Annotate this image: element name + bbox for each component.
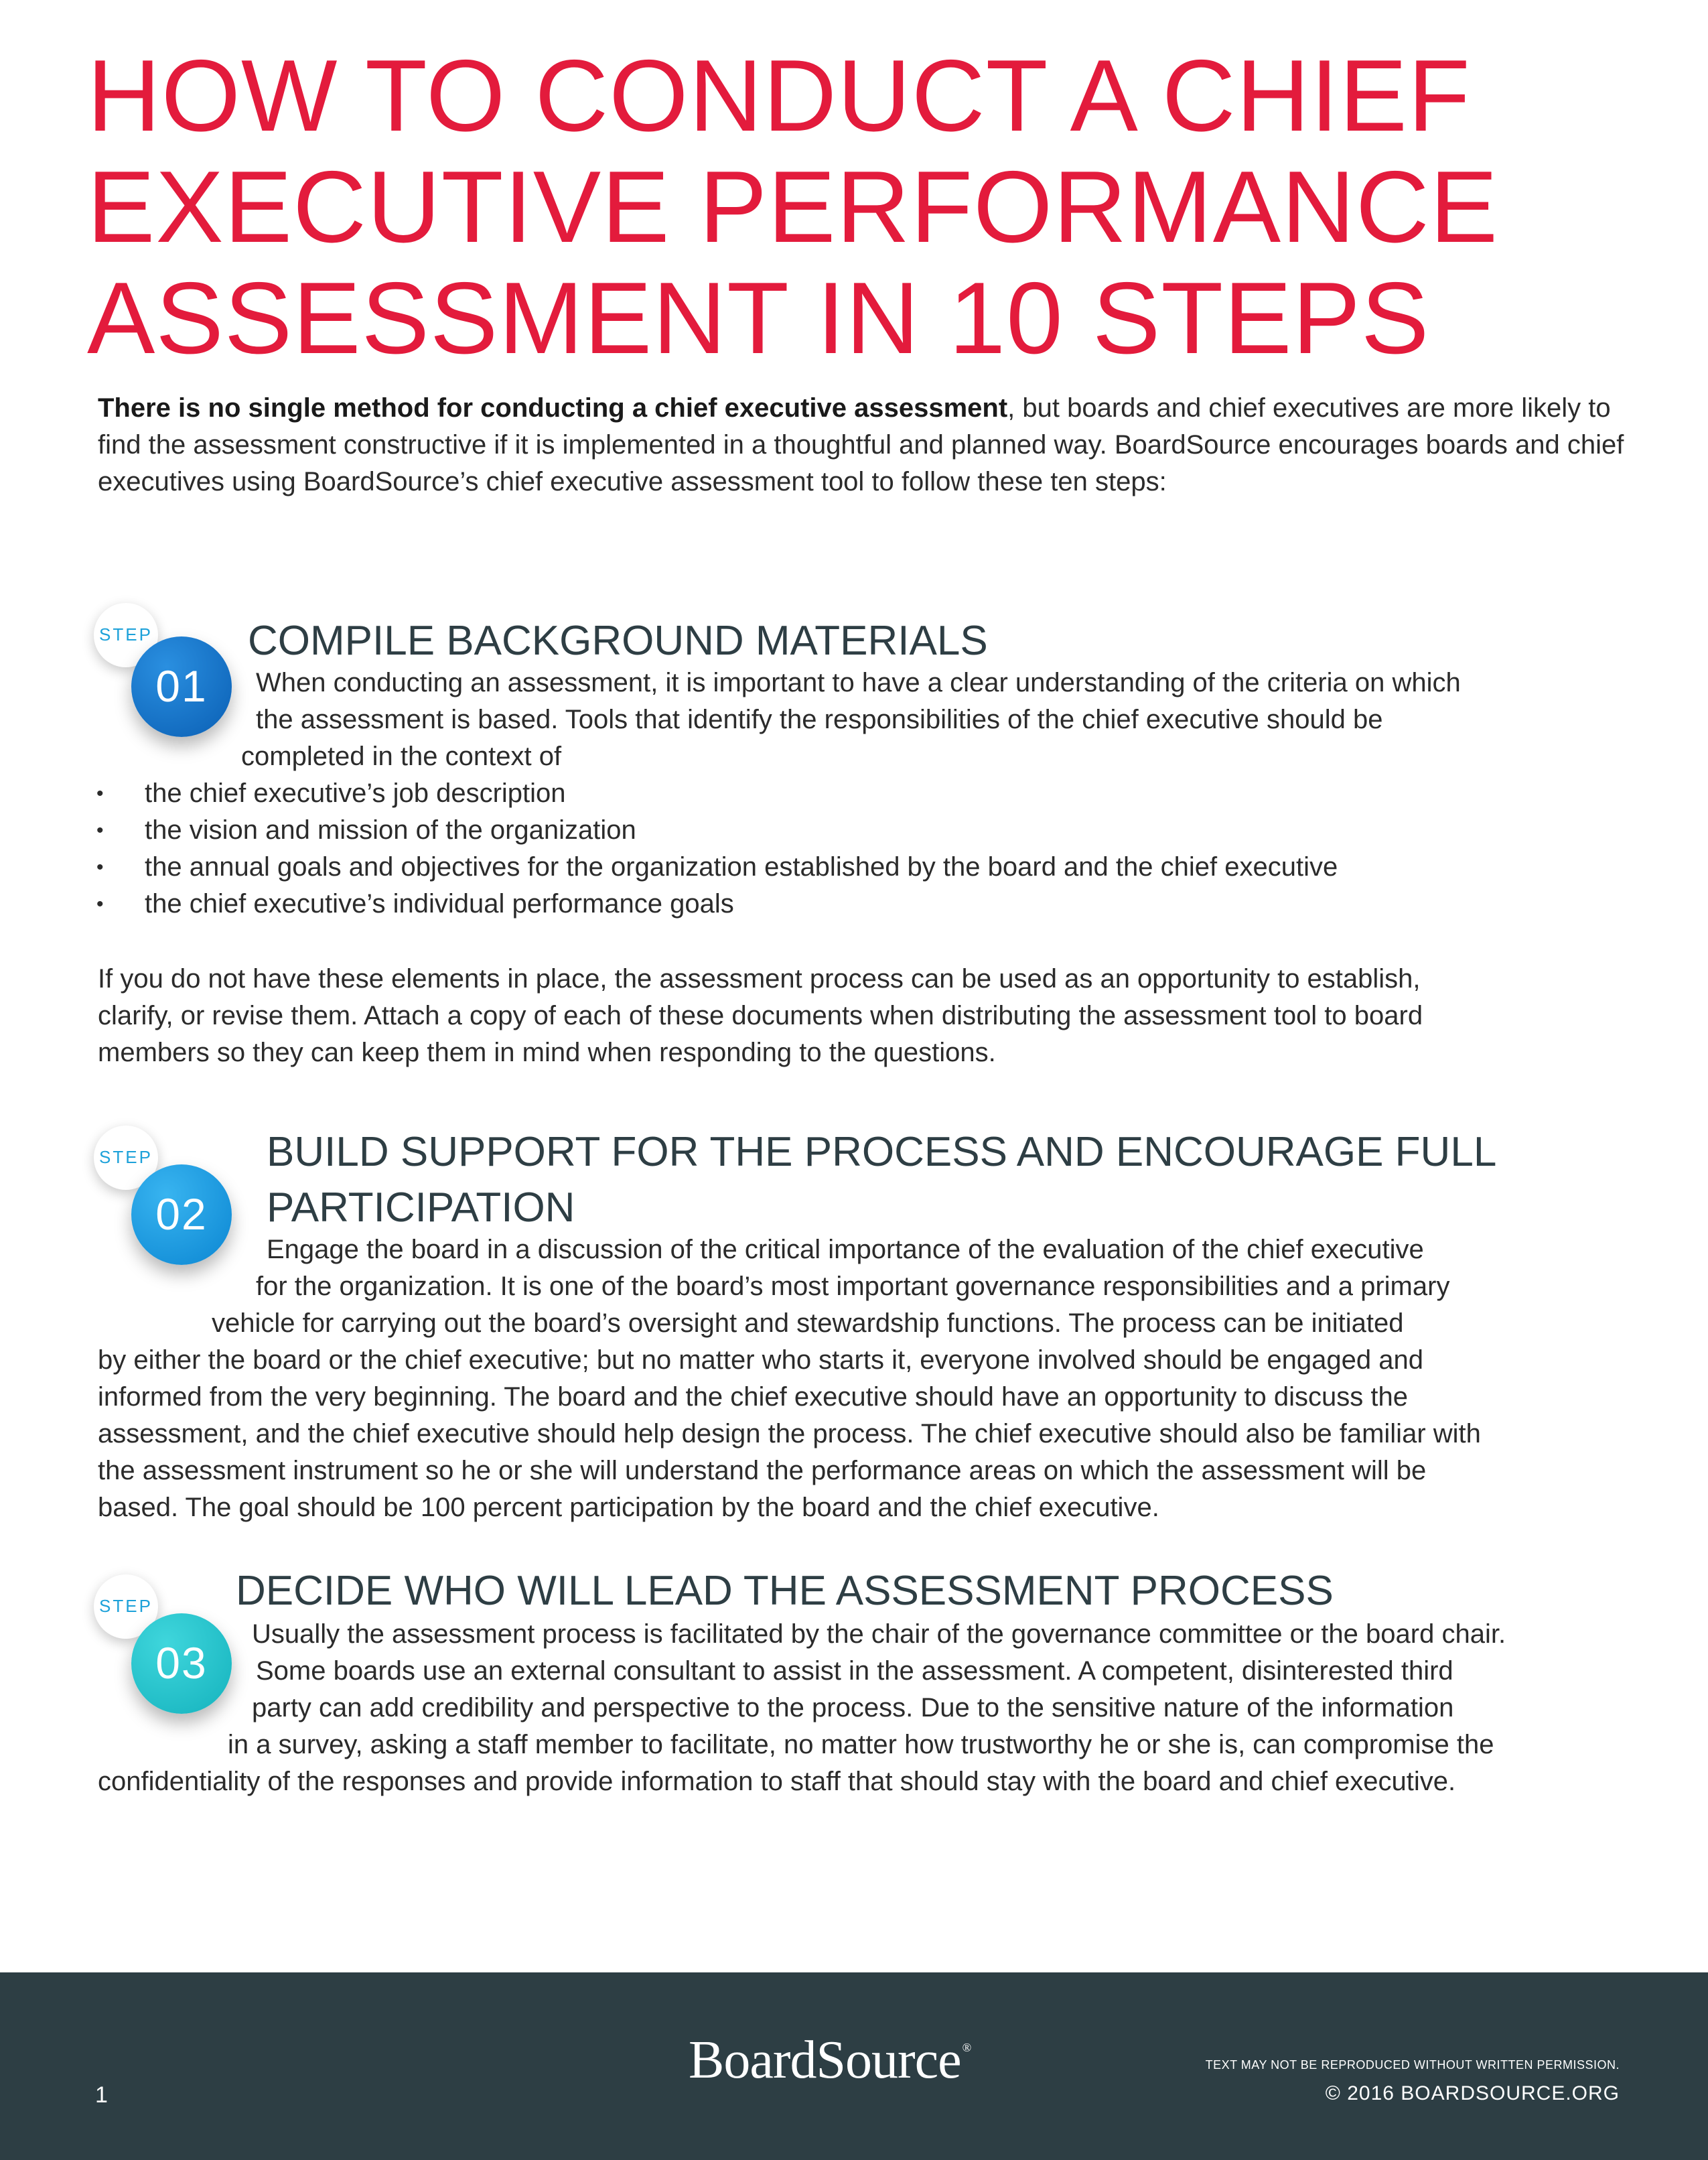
- step-heading: DECIDE WHO WILL LEAD THE ASSESSMENT PROCESS: [236, 1568, 1334, 1614]
- intro-bold: There is no single method for conducting a chief executive assessment: [98, 393, 1008, 423]
- intro-paragraph: [98, 390, 1625, 500]
- bullet-mark: •: [96, 783, 104, 805]
- bullet-text: the chief executive’s job description: [145, 779, 566, 808]
- step-text-line: Some boards use an external consultant to assist in the assessment. A competent, disinterested third: [256, 1656, 1453, 1686]
- step-text-line: the assessment instrument so he or she will understand the performance areas on which the assessment will be: [98, 1456, 1427, 1485]
- step-number: 02: [155, 1189, 208, 1239]
- step-text-line: assessment, and the chief executive should help design the process. The chief executive should also be familiar with: [98, 1419, 1481, 1448]
- logo-text: BoardSource: [689, 2031, 961, 2090]
- bullet-mark: •: [96, 819, 104, 841]
- copyright-text: © 2016 BOARDSOURCE.ORG: [1325, 2082, 1620, 2104]
- step-text-line: based. The goal should be 100 percent participation by the board and the chief executive.: [98, 1493, 1159, 1522]
- step-text-line: When conducting an assessment, it is important to have a clear understanding of the criteria on which: [256, 668, 1461, 697]
- step-number: 03: [155, 1638, 208, 1688]
- step-number-circle: [131, 1613, 232, 1714]
- step-text-line: the assessment is based. Tools that identify the responsibilities of the chief executive should be: [256, 705, 1383, 734]
- title-line: EXECUTIVE PERFORMANCE: [87, 150, 1499, 264]
- step-text-line: in a survey, asking a staff member to facilitate, no matter how trustworthy he or she is, can compromise the: [228, 1730, 1494, 1759]
- registered-mark: ®: [962, 2041, 971, 2054]
- step-badge-label: STEP: [99, 624, 153, 645]
- page-footer: [0, 1972, 1708, 2160]
- bullet-mark: •: [96, 856, 104, 878]
- bullet-text: the vision and mission of the organization: [145, 815, 636, 845]
- step-badge-label: STEP: [99, 1147, 153, 1167]
- step-text-line: members so they can keep them in mind when responding to the questions.: [98, 1038, 996, 1067]
- step-text-line: completed in the context of: [241, 742, 562, 771]
- page-number: 1: [95, 2082, 108, 2108]
- intro-rest: , but boards and chief executives are more likely to find the assessment constructive if it is implemented in a thoughtful and planned way. BoardSource encourages boards and chief executives using BoardSource’s chief executive assessment tool to follow these ten steps:: [98, 393, 1624, 496]
- step-text-line: party can add credibility and perspective to the process. Due to the sensitive nature of the information: [252, 1693, 1454, 1723]
- step-text-line: confidentiality of the responses and provide information to staff that should stay with the board and chief executive.: [98, 1767, 1456, 1796]
- step-number: 01: [155, 661, 208, 711]
- step-heading: PARTICIPATION: [267, 1185, 575, 1231]
- page-title: [87, 40, 1628, 374]
- step-text-line: Usually the assessment process is facilitated by the chair of the governance committee or the board chair.: [252, 1619, 1506, 1649]
- bullet-mark: •: [96, 893, 104, 915]
- bullet-text: the annual goals and objectives for the organization established by the board and the chief executive: [145, 852, 1338, 882]
- title-line: HOW TO CONDUCT A CHIEF: [87, 39, 1471, 153]
- bullet-text: the chief executive’s individual performance goals: [145, 889, 734, 919]
- step-number-circle: [131, 636, 232, 737]
- step-heading: BUILD SUPPORT FOR THE PROCESS AND ENCOURAGE FULL: [267, 1129, 1497, 1175]
- title-line: ASSESSMENT IN 10 STEPS: [87, 261, 1430, 375]
- step-text-line: If you do not have these elements in place, the assessment process can be used as an opportunity to establish,: [98, 964, 1421, 994]
- reproduction-notice: TEXT MAY NOT BE REPRODUCED WITHOUT WRITTEN PERMISSION.: [1205, 2058, 1620, 2072]
- step-badge-label: STEP: [99, 1596, 153, 1616]
- step-text-line: by either the board or the chief executive; but no matter who starts it, everyone involved should be engaged and: [98, 1345, 1424, 1375]
- bullet-item: [96, 849, 1338, 886]
- step-text-line: for the organization. It is one of the board’s most important governance responsibilities and a primary: [256, 1272, 1450, 1301]
- bullet-item: [96, 812, 636, 849]
- boardsource-logo: [689, 2030, 971, 2091]
- step-text-line: Engage the board in a discussion of the critical importance of the evaluation of the chief executive: [267, 1235, 1424, 1264]
- step-text-line: vehicle for carrying out the board’s oversight and stewardship functions. The process can be initiated: [212, 1308, 1404, 1338]
- bullet-item: [96, 886, 734, 923]
- bullet-item: [96, 775, 566, 812]
- step-text-line: clarify, or revise them. Attach a copy of each of these documents when distributing the assessment tool to board: [98, 1001, 1423, 1030]
- step-heading: COMPILE BACKGROUND MATERIALS: [248, 618, 988, 664]
- step-text-line: informed from the very beginning. The board and the chief executive should have an opportunity to discuss the: [98, 1382, 1409, 1412]
- step-number-circle: [131, 1164, 232, 1265]
